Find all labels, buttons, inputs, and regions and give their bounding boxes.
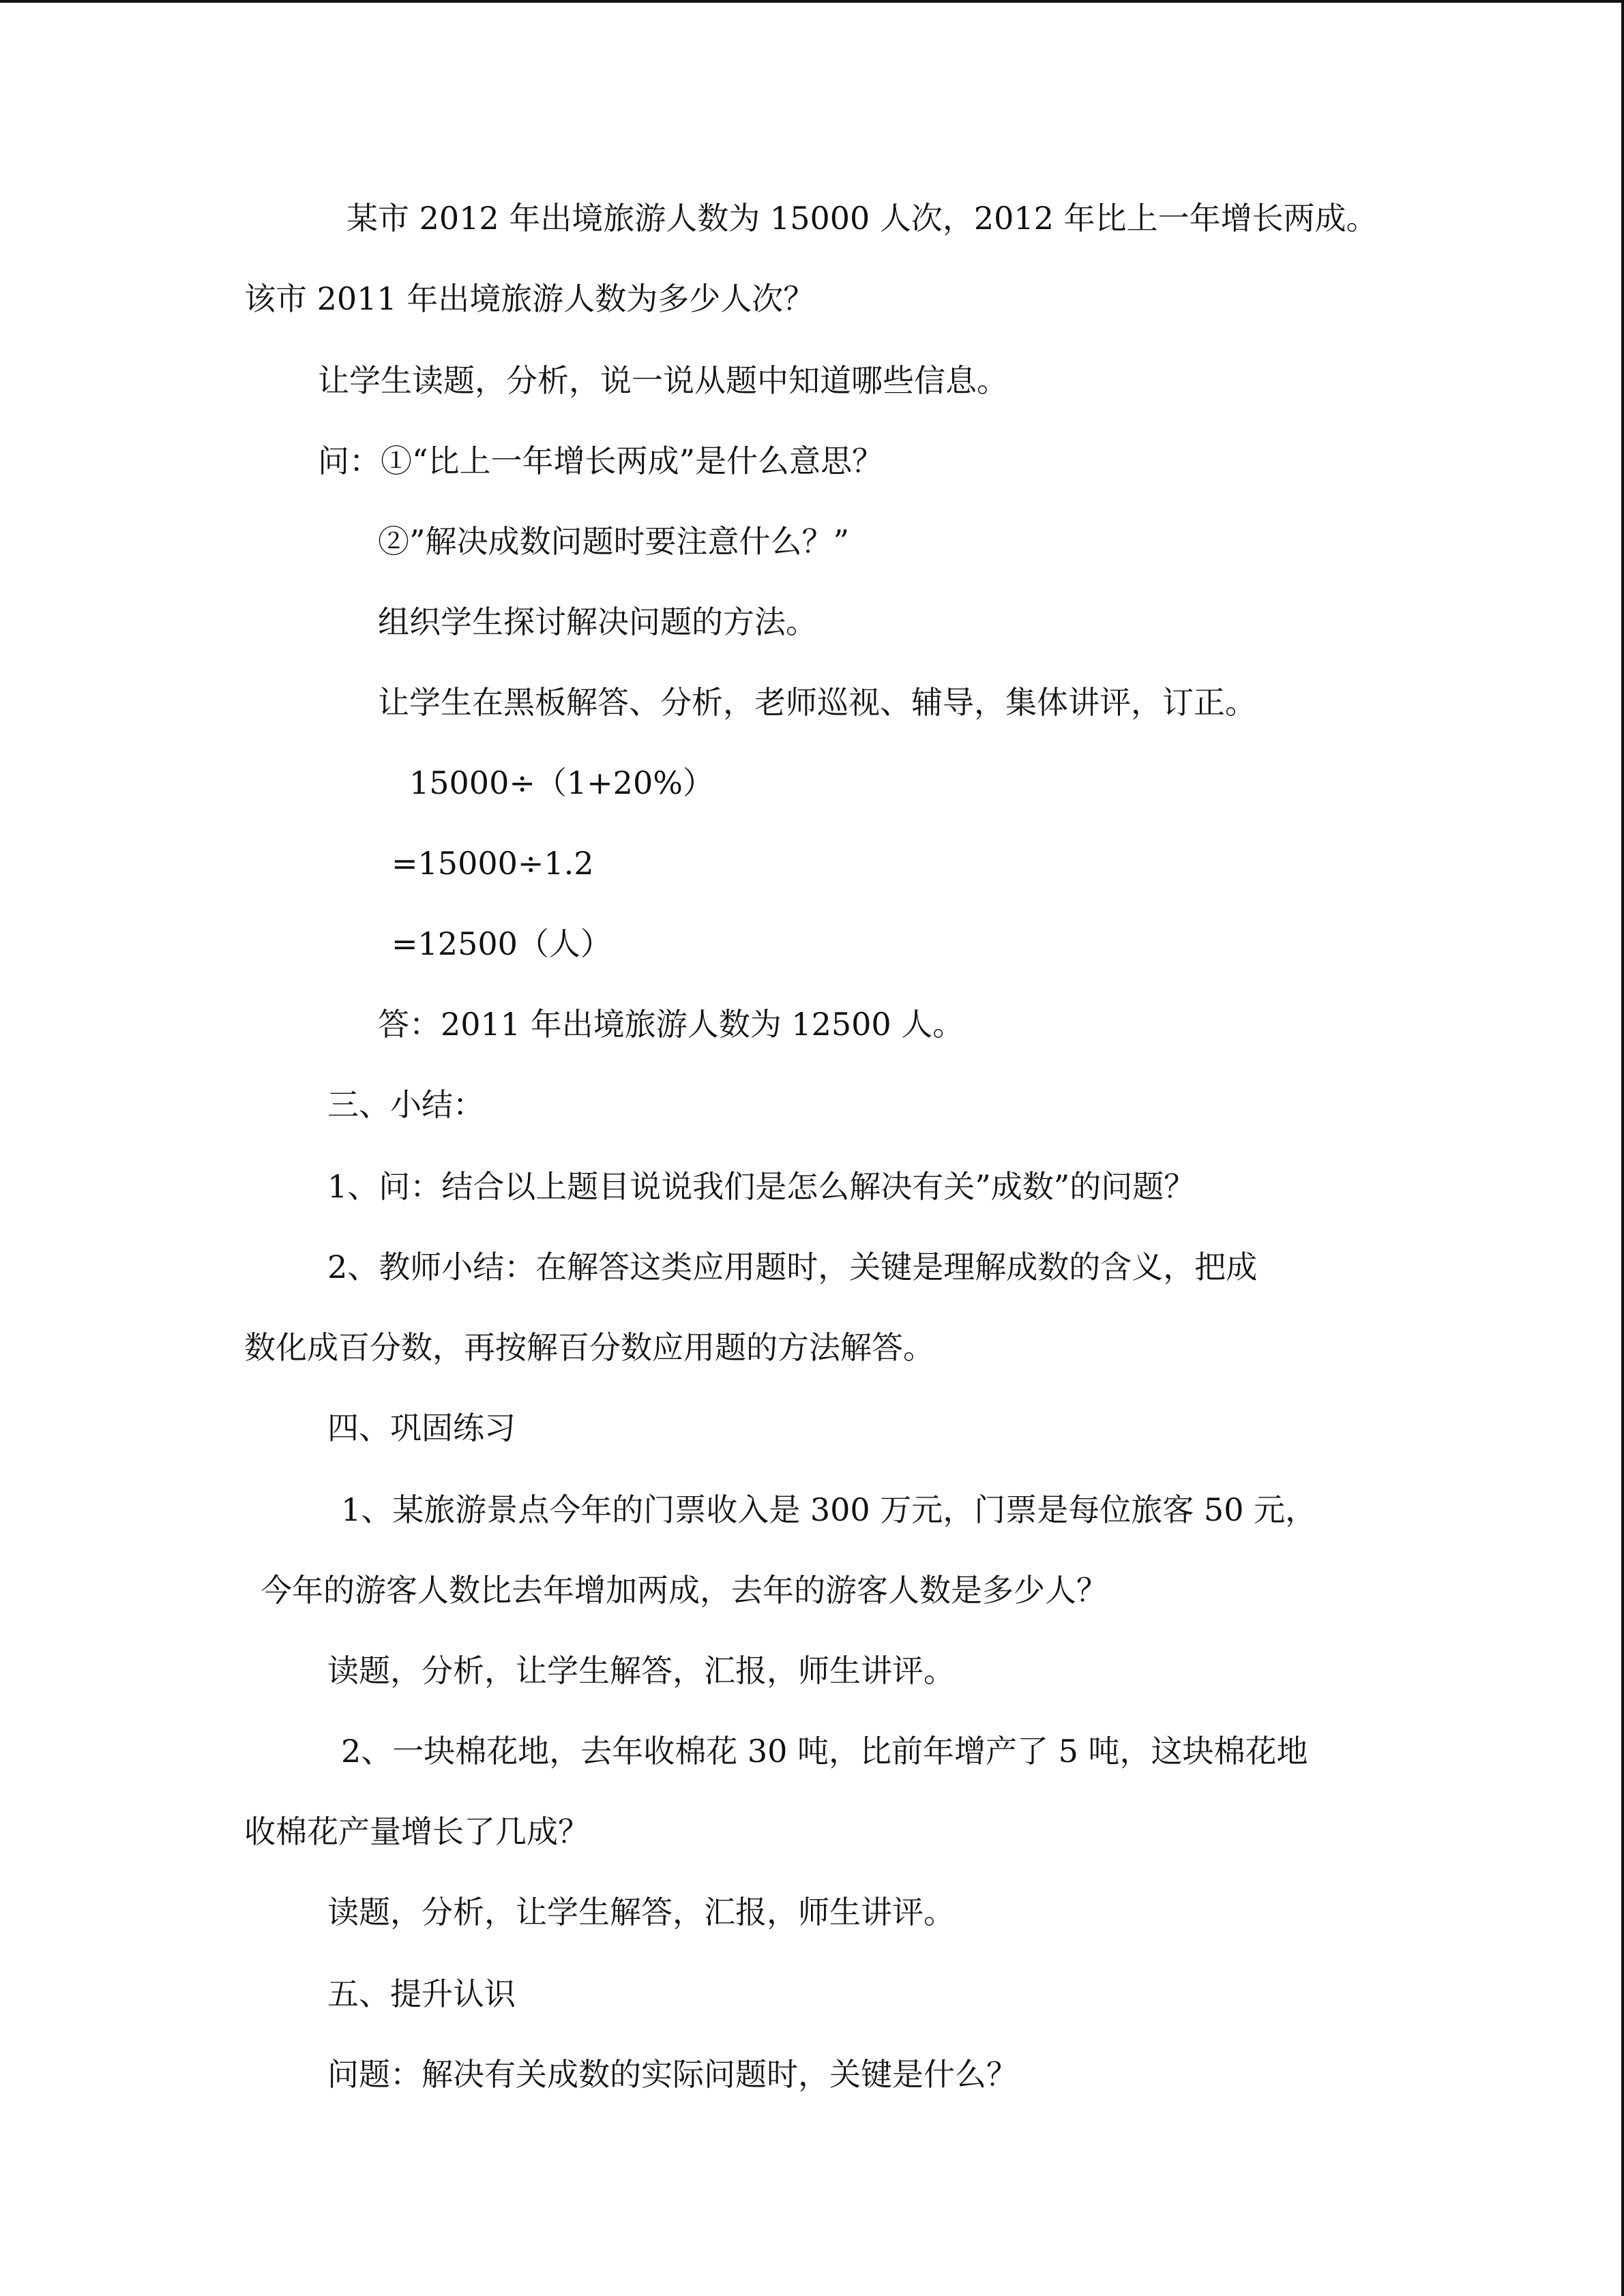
- practice-item-2-continued: 收棉花产量增长了几成？: [244, 1813, 589, 1850]
- summary-item-1: 1、问：结合以上题目说说我们是怎么解决有关”成数”的问题？: [327, 1168, 1196, 1205]
- practice-item-2: 2、一块棉花地，去年收棉花 30 吨，比前年增产了 5 吨，这块棉花地: [341, 1733, 1308, 1770]
- improvement-question: 问题：解决有关成数的实际问题时，关键是什么？: [327, 2056, 1018, 2093]
- section-heading-summary: 三、小结：: [327, 1086, 484, 1123]
- activity-line: 让学生在黑板解答、分析，老师巡视、辅导，集体讲评，订正。: [378, 684, 1256, 721]
- paragraph-line-1: 某市 2012 年出境旅游人数为 15000 人次，2012 年比上一年增长两成。: [346, 200, 1378, 237]
- paragraph-line-2: 该市 2011 年出境旅游人数为多少人次？: [244, 280, 815, 317]
- answer-line: 答：2011 年出境旅游人数为 12500 人。: [378, 1006, 964, 1043]
- question-line-1: 问：①“比上一年增长两成”是什么意思？: [318, 443, 884, 479]
- question-line-2: ②”解决成数问题时要注意什么？”: [378, 523, 850, 560]
- practice-item-2-process: 读题，分析，让学生解答，汇报，师生讲评。: [327, 1894, 955, 1930]
- summary-item-2-continued: 数化成百分数，再按解百分数应用题的方法解答。: [244, 1329, 934, 1366]
- equation-line-3: =12500（人）: [392, 925, 612, 962]
- practice-item-1-process: 读题，分析，让学生解答，汇报，师生讲评。: [327, 1652, 955, 1689]
- equation-line-1: 15000÷（1+20%）: [409, 764, 714, 801]
- paragraph-line-3: 让学生读题，分析，说一说从题中知道哪些信息。: [318, 362, 1008, 399]
- top-border: [0, 0, 1624, 3]
- summary-item-2: 2、教师小结：在解答这类应用题时，关键是理解成数的含义，把成: [327, 1249, 1258, 1285]
- equation-line-2: =15000÷1.2: [392, 845, 594, 882]
- section-heading-practice: 四、巩固练习: [327, 1410, 516, 1446]
- method-line: 组织学生探讨解决问题的方法。: [378, 603, 817, 640]
- section-heading-improvement: 五、提升认识: [327, 1976, 516, 2012]
- practice-item-1: 1、某旅游景点今年的门票收入是 300 万元，门票是每位旅客 50 元，: [341, 1491, 1317, 1528]
- right-border: [1621, 0, 1624, 2296]
- practice-item-1-continued: 今年的游客人数比去年增加两成，去年的游客人数是多少人？: [261, 1572, 1108, 1609]
